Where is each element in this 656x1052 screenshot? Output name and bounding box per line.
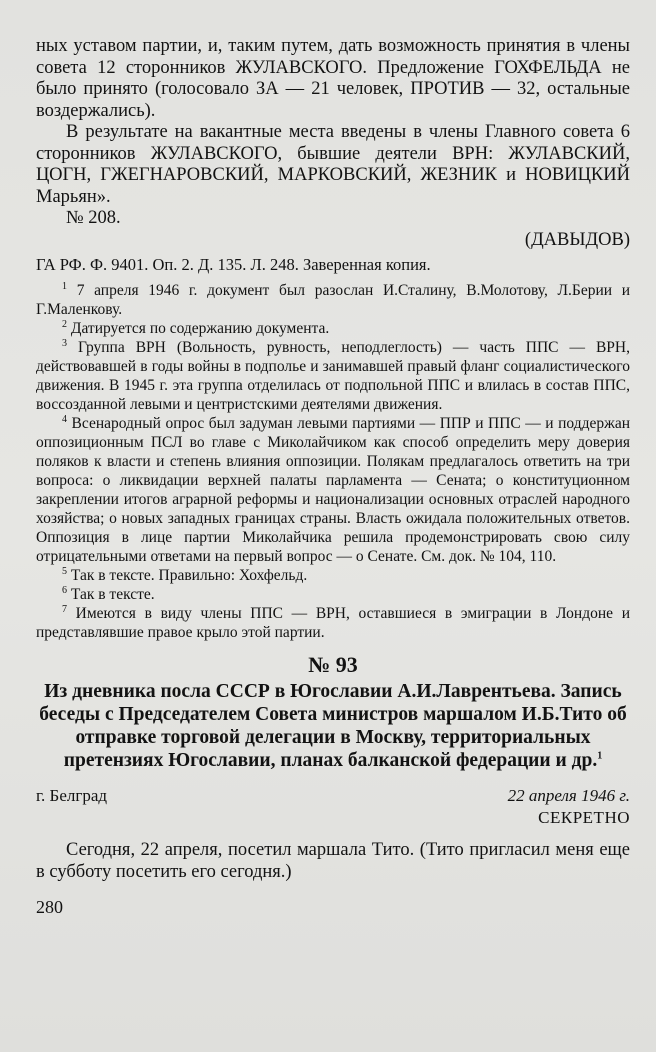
- footnote-text: Датируется по содержанию документа.: [70, 320, 330, 337]
- footnote-marker: 5: [62, 565, 67, 577]
- footnote: [36, 281, 630, 319]
- footnote: [36, 319, 630, 338]
- new-document-number: № 93: [308, 652, 358, 677]
- document-body: Сегодня, 22 апреля, посетил маршала Тито. (Тито пригласил меня еще в субботу посетить его сегодня.): [36, 840, 630, 882]
- document-title: [36, 680, 630, 772]
- footnote-marker: 1: [62, 280, 67, 292]
- footnote-marker: 3: [62, 337, 67, 349]
- paragraph-results: В результате на вакантные места введены в члены Главного совета 6 сторонников ЖУЛАВСКОГО, бывшие деятели ВРН: ЖУЛАВСКИЙ, ЦОГН, ГЖЕГНАРОВСКИЙ, МАРКОВСКИЙ, ЖЕЗНИК и НОВИЦКИЙ Марьян».: [36, 122, 630, 207]
- paragraph-continuation: ных уставом партии, и, таким путем, дать возможность принятия в члены совета 12 сторонников ЖУЛАВСКОГО. Предложение ГОХФЕЛЬДА не было принято (голосовало ЗА — 21 человек, ПРОТИВ — 32, остальные воздержались).: [36, 36, 630, 121]
- footnote: [36, 566, 630, 585]
- footnote-marker: 2: [62, 318, 67, 330]
- place: г. Белград: [36, 786, 108, 805]
- footnote-text: 7 апреля 1946 г. документ был разослан И.Сталину, В.Молотову, Л.Берии и Г.Маленкову.: [36, 282, 631, 318]
- footnote-marker: 6: [62, 584, 67, 596]
- footnote-marker: 4: [62, 413, 67, 425]
- dateline: [36, 786, 630, 808]
- archive-reference: ГА РФ. Ф. 9401. Оп. 2. Д. 135. Л. 248. Заверенная копия.: [36, 255, 431, 274]
- footnote: [36, 604, 630, 642]
- footnote-marker: 7: [62, 603, 67, 615]
- footnote-text: Так в тексте.: [70, 586, 155, 603]
- footnote: [36, 414, 630, 566]
- footnote: [36, 585, 630, 604]
- document-number: № 208.: [66, 208, 121, 228]
- page-number: 280: [36, 897, 63, 917]
- footnote-text: Так в тексте. Правильно: Хохфельд.: [70, 567, 308, 584]
- footnotes-section: [36, 281, 630, 642]
- footnote-text: Группа ВРН (Вольность, рувность, неподлеглость) — часть ППС — ВРН, действовавшей в годы войны в подполье и занимавшей правый фланг социалистического движения. В 1945 г. эта группа отделилась от подпольной ППС и влилась в состав ППС, воссозданной левыми и центристскими деятелями движения.: [36, 339, 631, 413]
- title-footnote-marker: 1: [597, 750, 603, 762]
- document-title-text: Из дневника посла СССР в Югославии А.И.Лаврентьева. Запись беседы с Председателем Совета министров маршалом И.Б.Тито об отправке торговой делегации в Москву, территориальных претензиях Югославии, планах балканской федерации и др.: [39, 681, 627, 771]
- footnote: [36, 338, 630, 414]
- footnote-text: Всенародный опрос был задуман левыми партиями — ППР и ППС — и поддержан оппозиционным ПСЛ во главе с Миколайчиком как способ определить меру доверия поляков к власти и степень влияния оппозиции. Полякам предлагалось ответить на три вопроса: о ликвидации верхней палаты парламента — Сената; о конституционном закреплении итогов аграрной реформы и национализации основных отраслей народного хозяйства; о новых западных границах страны. Власть ожидала положительных ответов. Оппозиция в лице партии Миколайчика решила продемонстрировать свою силу отрицательными ответами на первый вопрос — о Сенате. См. док. № 104, 110.: [36, 415, 631, 565]
- classification-stamp: СЕКРЕТНО: [538, 808, 630, 827]
- date: 22 апреля 1946 г.: [507, 786, 630, 805]
- footnote-text: Имеются в виду члены ППС — ВРН, оставшиеся в эмиграции в Лондоне и представлявшие правое крыло этой партии.: [36, 605, 630, 641]
- signature: (ДАВЫДОВ): [524, 229, 630, 250]
